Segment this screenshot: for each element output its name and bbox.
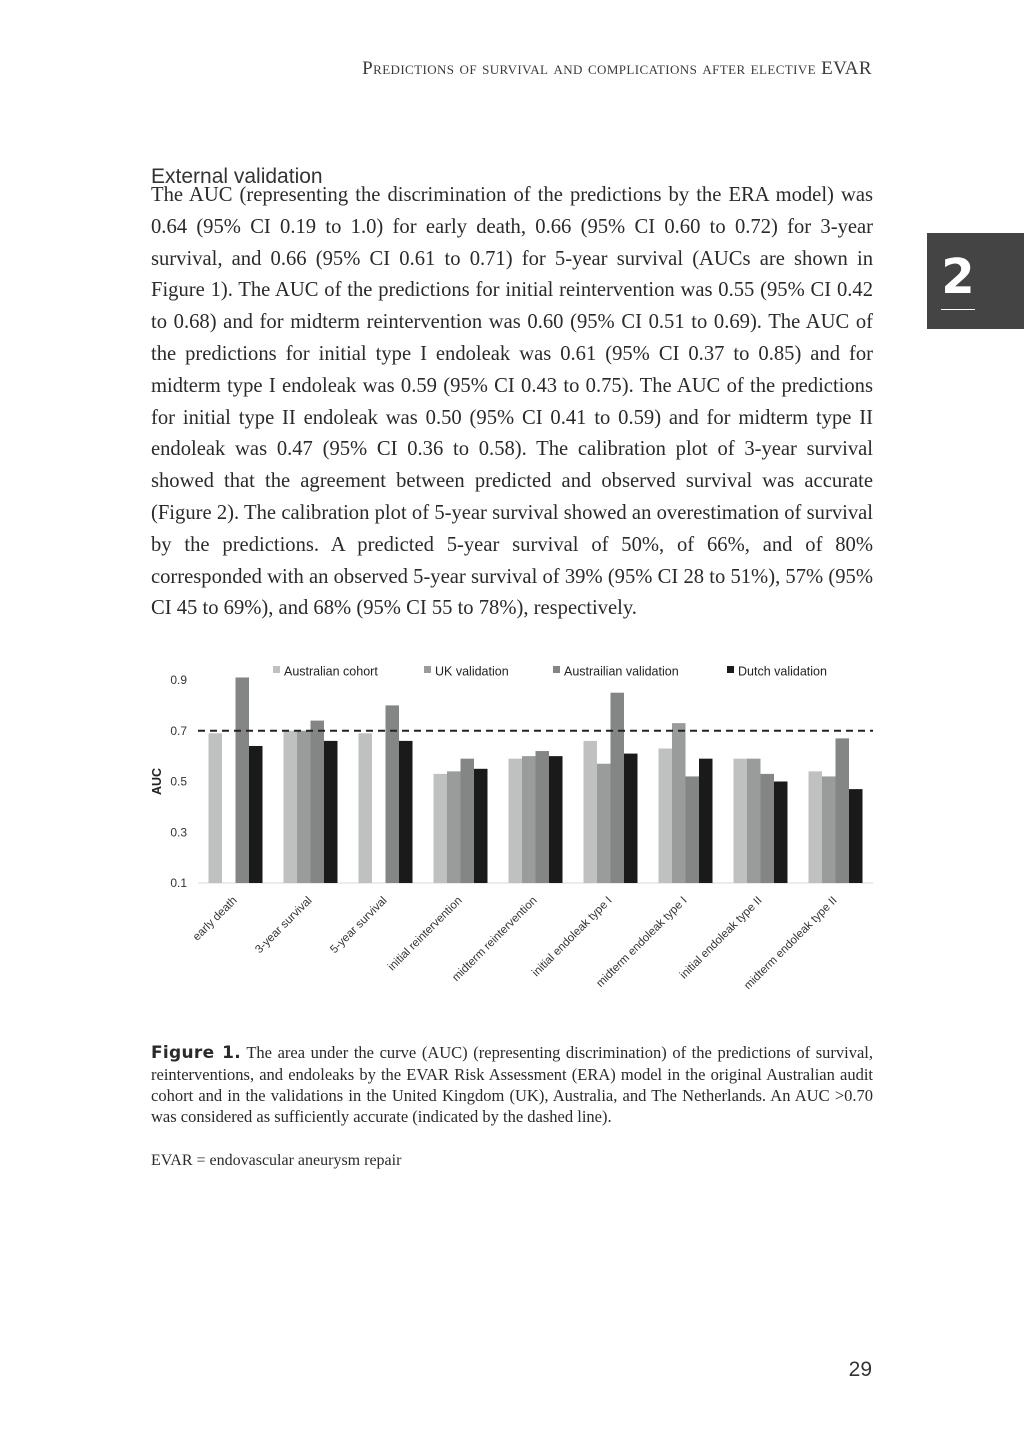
bar-australian-cohort xyxy=(359,733,373,883)
bar-austrailian-validation xyxy=(461,759,475,883)
bar-dutch-validation xyxy=(624,754,638,883)
section-heading: External validation xyxy=(151,165,323,189)
bar-dutch-validation xyxy=(549,756,563,883)
bar-austrailian-validation xyxy=(311,721,325,883)
x-tick-label: midterm endoleak type II xyxy=(742,894,840,993)
legend-swatch xyxy=(727,666,734,673)
figure-caption xyxy=(151,1042,873,1127)
legend-label: Austrailian validation xyxy=(564,664,679,679)
x-tick-label: initial reintervention xyxy=(386,894,465,974)
chapter-tab-rule xyxy=(941,309,975,310)
bar-uk-validation xyxy=(672,723,686,883)
bar-dutch-validation xyxy=(774,782,788,884)
x-tick-label: midterm endoleak type I xyxy=(594,894,690,990)
bar-austrailian-validation xyxy=(686,776,700,883)
legend-label: Dutch validation xyxy=(738,664,827,679)
bar-austrailian-validation xyxy=(836,738,850,883)
x-tick-label: early death xyxy=(190,894,240,944)
bar-australian-cohort xyxy=(734,759,748,883)
y-axis-label: AUC xyxy=(150,767,164,796)
y-tick-label: 0.5 xyxy=(170,774,187,789)
bar-dutch-validation xyxy=(699,759,713,883)
bar-dutch-validation xyxy=(324,741,338,883)
bar-austrailian-validation xyxy=(536,751,550,883)
x-tick-label: initial endoleak type I xyxy=(530,894,615,980)
abbreviation-note: EVAR = endovascular aneurysm repair xyxy=(151,1152,402,1169)
bar-australian-cohort xyxy=(584,741,598,883)
legend-label: Australian cohort xyxy=(284,664,378,679)
bar-dutch-validation xyxy=(849,789,863,883)
legend-label: UK validation xyxy=(435,664,509,679)
legend-swatch xyxy=(424,666,431,673)
figure-label: Figure 1. xyxy=(151,1043,242,1063)
y-tick-label: 0.3 xyxy=(170,825,187,840)
bar-australian-cohort xyxy=(509,759,523,883)
bar-dutch-validation xyxy=(399,741,413,883)
bar-uk-validation xyxy=(447,771,461,883)
figure-caption-text: The area under the curve (AUC) (representing discrimination) of the predictions of survival, reinterventions, and endoleaks by the EVAR Risk Assessment (ERA) model in the original Australian audit cohort and in the validations in the United Kingdom (UK), Australia, and The Netherlands. An AUC >0.70 was considered as sufficiently accurate (indicated by the dashed line). xyxy=(151,1043,873,1126)
auc-bar-chart xyxy=(140,652,885,1022)
running-head: Predictions of survival and complications after elective EVAR xyxy=(362,58,872,79)
legend-swatch xyxy=(553,666,560,673)
bar-uk-validation xyxy=(297,731,311,883)
bar-uk-validation xyxy=(822,776,836,883)
chapter-tab xyxy=(927,233,1024,329)
figure-1-chart xyxy=(140,652,885,1022)
bar-austrailian-validation xyxy=(761,774,775,883)
body-paragraph: The AUC (representing the discrimination of the predictions by the ERA model) was 0.64 (95% CI 0.19 to 1.0) for early death, 0.66 (95% CI 0.60 to 0.72) for 3-year survival, and 0.66 (95% CI 0.61 to 0.71) for 5-year survival (AUCs are shown in Figure 1). The AUC of the predictions for initial reintervention was 0.55 (95% CI 0.42 to 0.68) and for midterm reintervention was 0.60 (95% CI 0.51 to 0.69). The AUC of the predictions for initial type I endoleak was 0.61 (95% CI 0.37 to 0.85) and for midterm type I endoleak was 0.59 (95% CI 0.43 to 0.75). The AUC of the predictions for initial type II endoleak was 0.50 (95% CI 0.41 to 0.59) and for midterm type II endoleak was 0.47 (95% CI 0.36 to 0.58). The calibration plot of 3-year survival showed that the agreement between predicted and observed survival was accurate (Figure 2). The calibration plot of 5-year survival showed an overestimation of survival by the predictions. A predicted 5-year survival of 50%, of 66%, and of 80% corresponded with an observed 5-year survival of 39% (95% CI 28 to 51%), 57% (95% CI 45 to 69%), and 68% (95% CI 55 to 78%), respectively. xyxy=(151,184,873,620)
x-tick-label: initial endoleak type II xyxy=(677,894,765,982)
bar-australian-cohort xyxy=(434,774,448,883)
x-tick-label: 3-year survival xyxy=(253,894,315,956)
bar-austrailian-validation xyxy=(611,693,625,883)
bar-uk-validation xyxy=(597,764,611,883)
bar-uk-validation xyxy=(522,756,536,883)
x-tick-label: midterm reintervention xyxy=(450,894,540,985)
bar-australian-cohort xyxy=(809,771,823,883)
chapter-number: 2 xyxy=(941,249,975,305)
x-tick-label: 5-year survival xyxy=(328,894,390,956)
y-tick-label: 0.7 xyxy=(170,723,187,738)
page-number: 29 xyxy=(848,1358,872,1381)
y-tick-label: 0.9 xyxy=(170,673,187,687)
bar-australian-cohort xyxy=(209,733,223,883)
y-tick-label: 0.1 xyxy=(170,876,187,890)
legend-swatch xyxy=(273,666,280,673)
bar-dutch-validation xyxy=(474,769,488,883)
bar-dutch-validation xyxy=(249,746,263,883)
bar-australian-cohort xyxy=(284,731,298,883)
bar-austrailian-validation xyxy=(236,677,250,883)
bar-austrailian-validation xyxy=(386,705,400,883)
bar-australian-cohort xyxy=(659,749,673,883)
bar-uk-validation xyxy=(747,759,761,883)
